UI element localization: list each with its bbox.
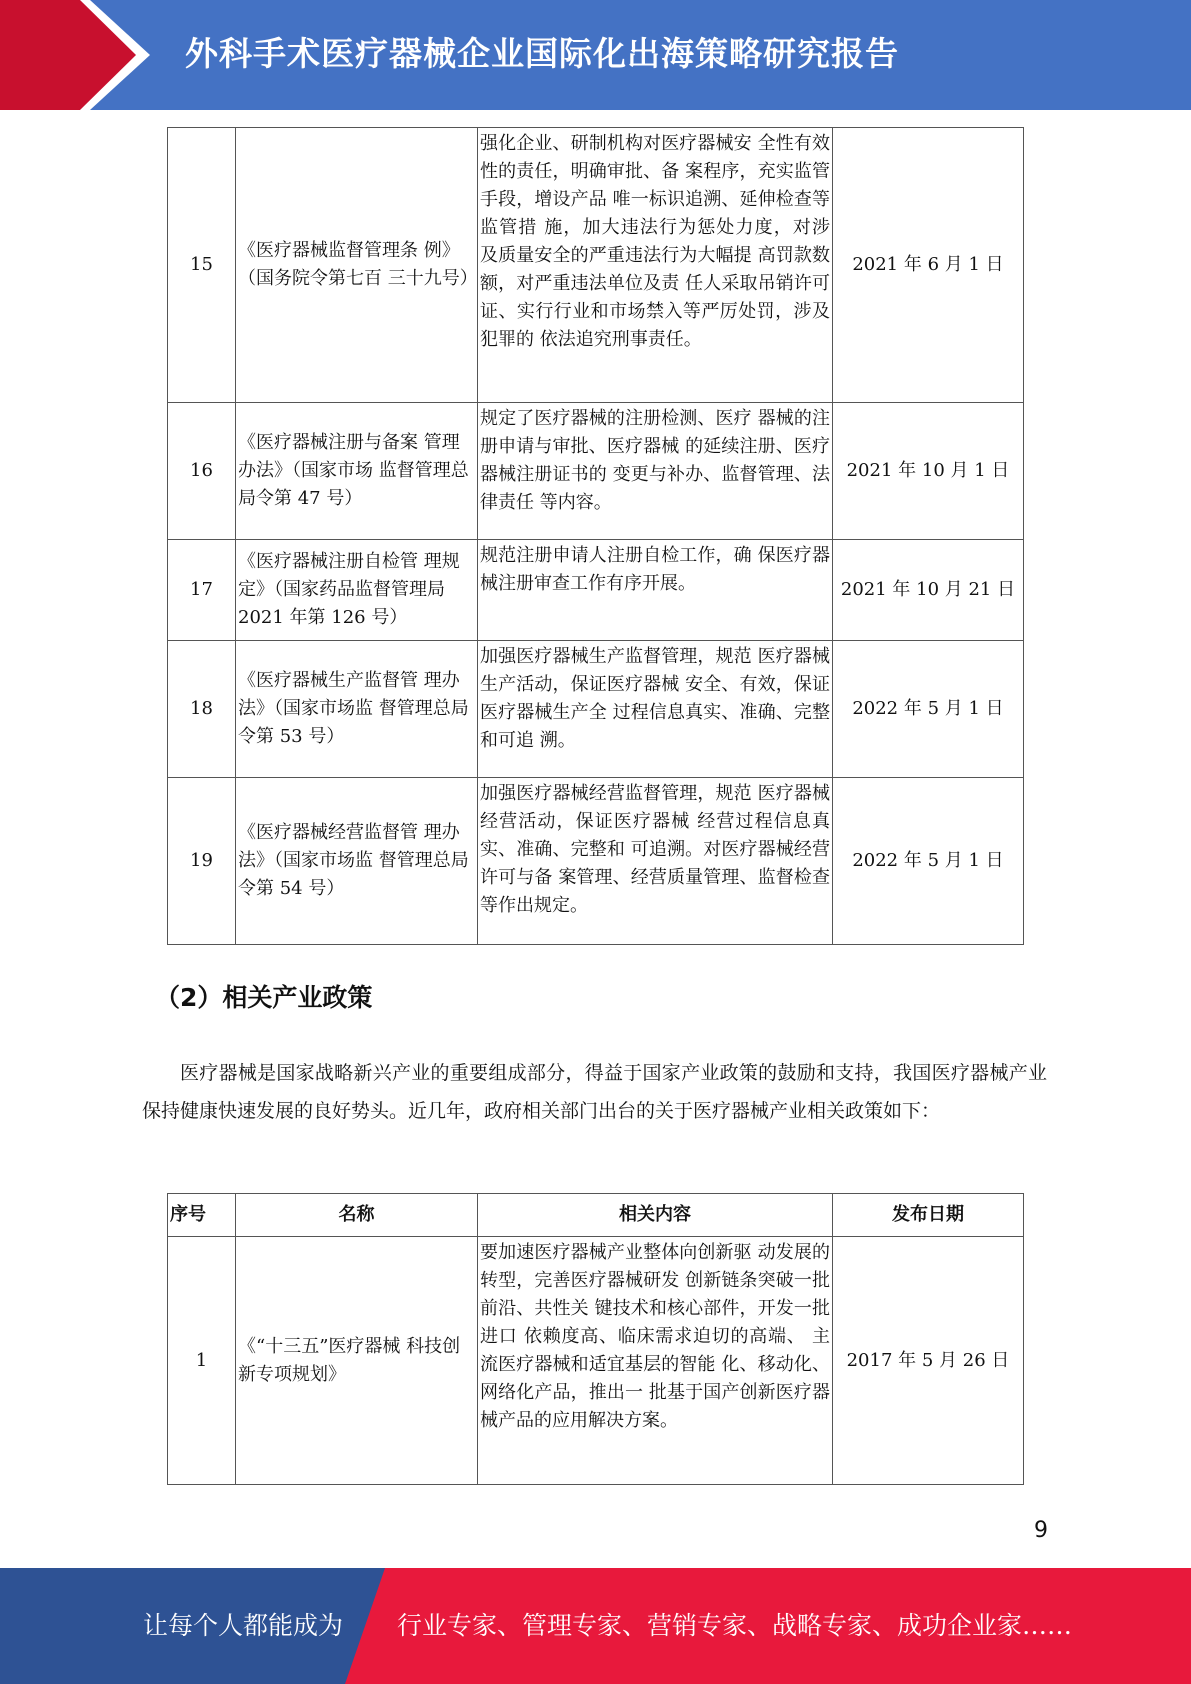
page-footer	[0, 1568, 1191, 1684]
row-number: 17	[168, 540, 236, 641]
effective-date: 2021 年 6 月 1 日	[833, 128, 1024, 403]
effective-date: 2021 年 10 月 1 日	[833, 403, 1024, 540]
regulation-name: 《医疗器械监督管理条 例》（国务院令第七百 三十九号）	[236, 128, 478, 403]
table-row	[168, 1237, 1024, 1485]
header-arrow-icon	[0, 0, 140, 110]
regulation-name: 《医疗器械注册自检管 理规定》（国家药品监督管理局 2021 年第 126 号）	[236, 540, 478, 641]
publish-date: 2017 年 5 月 26 日	[833, 1237, 1024, 1485]
page-number: 9	[1034, 1518, 1048, 1543]
row-number: 1	[168, 1237, 236, 1485]
footer-slogan-right: 行业专家、管理专家、营销专家、战略专家、成功企业家……	[397, 1611, 1073, 1640]
row-number: 16	[168, 403, 236, 540]
regulation-content: 强化企业、研制机构对医疗器械安 全性有效性的责任，明确审批、备 案程序，充实监管手段，增设产品 唯一标识追溯、延伸检查等监管措 施，加大违法行为惩处力度，对涉 及质量安全的严重违法行为大幅提 高罚款数额，对严重违法单位及责 任人采取吊销许可证、实行行业和市场禁入等严厉处罚，涉及犯罪的 依法追究刑事责任。	[478, 128, 833, 403]
regulation-name: 《医疗器械注册与备案 管理办法》（国家市场 监督管理总局令第 47 号）	[236, 403, 478, 540]
table-row	[168, 540, 1024, 641]
regulation-content: 规范注册申请人注册自检工作，确 保医疗器械注册审查工作有序开展。	[478, 540, 833, 641]
regulation-content: 加强医疗器械生产监督管理，规范 医疗器械生产活动，保证医疗器械 安全、有效，保证医疗器械生产全 过程信息真实、准确、完整和可追 溯。	[478, 641, 833, 778]
regulation-name: 《医疗器械生产监督管 理办法》（国家市场监 督管理总局令第 53 号）	[236, 641, 478, 778]
effective-date: 2022 年 5 月 1 日	[833, 641, 1024, 778]
table-row	[168, 641, 1024, 778]
regulations-table	[167, 127, 1024, 945]
policy-name: 《“十三五”医疗器械 科技创新专项规划》	[236, 1237, 478, 1485]
policy-content: 要加速医疗器械产业整体向创新驱 动发展的转型，完善医疗器械研发 创新链条突破一批前沿、共性关 键技术和核心部件，开发一批进口 依赖度高、临床需求迫切的高端、 主流医疗器械和适宜基层的智能 化、移动化、网络化产品，推出一 批基于国产创新医疗器械产品的应用解决方案。	[478, 1237, 833, 1485]
table-row	[168, 778, 1024, 945]
table-row	[168, 128, 1024, 403]
page-header	[0, 0, 1191, 110]
row-number: 15	[168, 128, 236, 403]
footer-slogan-left: 让每个人都能成为	[143, 1611, 344, 1640]
column-header-content: 相关内容	[478, 1194, 833, 1237]
effective-date: 2021 年 10 月 21 日	[833, 540, 1024, 641]
effective-date: 2022 年 5 月 1 日	[833, 778, 1024, 945]
row-number: 18	[168, 641, 236, 778]
column-header-name: 名称	[236, 1194, 478, 1237]
column-header-date: 发布日期	[833, 1194, 1024, 1237]
policy-table	[167, 1193, 1024, 1485]
regulation-name: 《医疗器械经营监督管 理办法》（国家市场监 督管理总局令第 54 号）	[236, 778, 478, 945]
report-title: 外科手术医疗器械企业国际化出海策略研究报告	[185, 34, 899, 73]
table-header-row	[168, 1194, 1024, 1237]
row-number: 19	[168, 778, 236, 945]
table-row	[168, 403, 1024, 540]
column-header-number: 序号	[168, 1194, 236, 1237]
section-paragraph: 医疗器械是国家战略新兴产业的重要组成部分，得益于国家产业政策的鼓励和支持，我国医疗器械产业保持健康快速发展的良好势头。近几年，政府相关部门出台的关于医疗器械产业相关政策如下：	[142, 1062, 1047, 1122]
regulation-content: 规定了医疗器械的注册检测、医疗 器械的注册申请与审批、医疗器械 的延续注册、医疗器械注册证书的 变更与补办、监督管理、法律责任 等内容。	[478, 403, 833, 540]
section-heading: （2）相关产业政策	[155, 983, 373, 1012]
regulation-content: 加强医疗器械经营监督管理，规范 医疗器械经营活动，保证医疗器械 经营过程信息真实、准确、完整和 可追溯。对医疗器械经营许可与备 案管理、经营质量管理、监督检查 等作出规定。	[478, 778, 833, 945]
